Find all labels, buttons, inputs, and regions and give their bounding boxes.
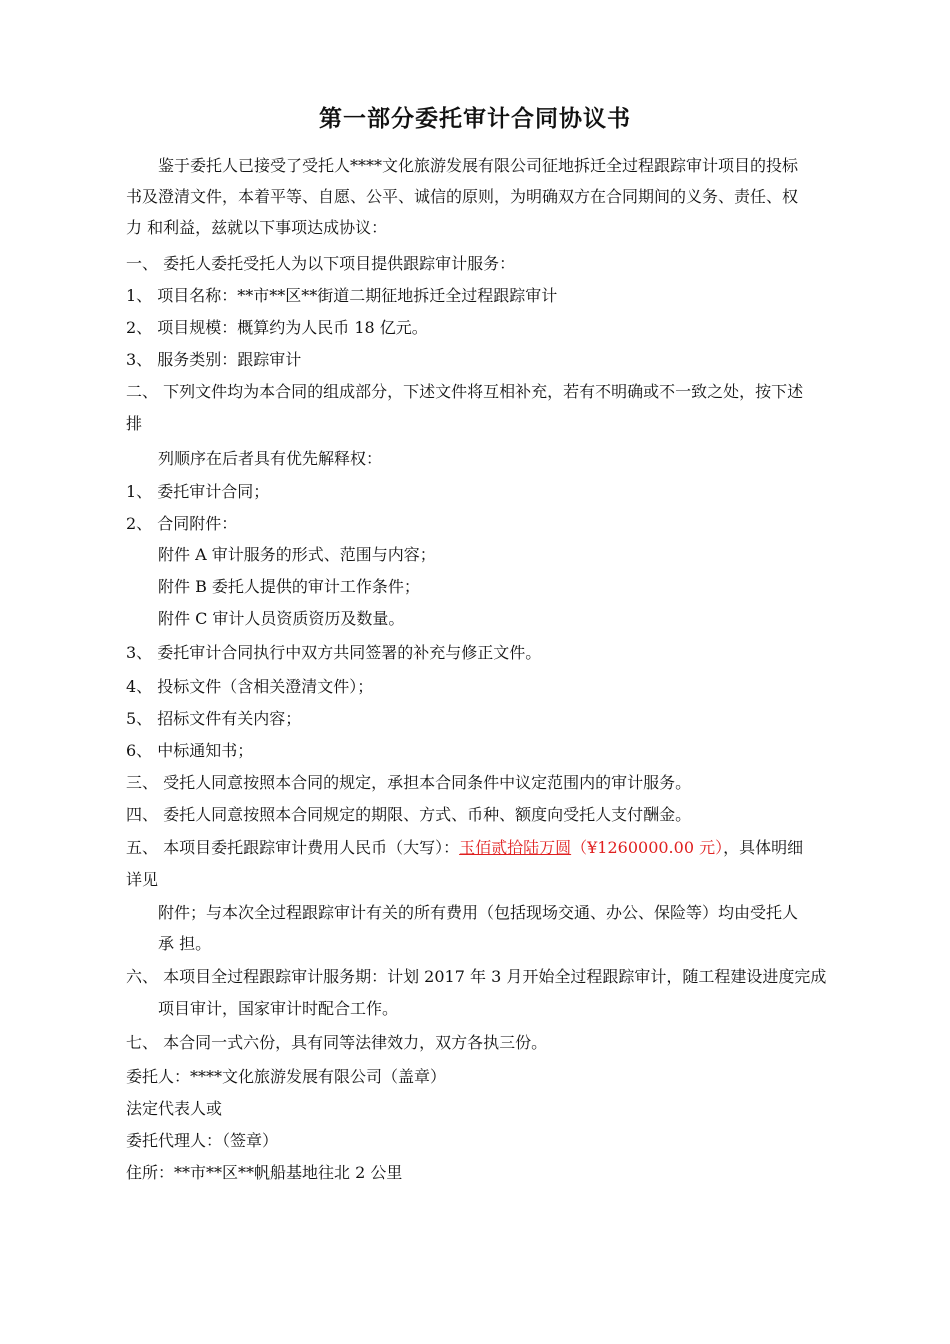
section-5-prefix: 五、 本项目委托跟踪审计费用人民币（大写）： [126, 838, 460, 857]
attachment-b: 附件 B 委托人提供的审计工作条件； [158, 577, 420, 596]
signature-agent: 委托代理人：（签章） [126, 1131, 279, 1150]
section-2-heading: 二、 下列文件均为本合同的组成部分，下述文件将互相补充，若有不明确或不一致之处，按下述 [126, 382, 804, 401]
fee-amount-figure: （¥1260000.00 元） [571, 838, 724, 857]
section-5-suffix: ，具体明细 [723, 838, 804, 857]
attachment-a: 附件 A 审计服务的形式、范围与内容； [158, 545, 436, 564]
section-2-item-6: 6、 中标通知书； [126, 741, 254, 760]
section-2-heading-cont: 排 [126, 414, 143, 433]
section-1-heading: 一、 委托人委托受托人为以下项目提供跟踪审计服务： [126, 254, 516, 273]
section-2-item-3: 3、 委托审计合同执行中双方共同签署的补充与修正文件。 [126, 643, 542, 662]
signature-legal-rep: 法定代表人或 [126, 1099, 223, 1118]
intro-line-2: 书及澄清文件，本着平等、自愿、公平、诚信的原则，为明确双方在合同期间的义务、责任、权 [126, 187, 799, 206]
document-title: 第一部分委托审计合同协议书 [319, 106, 631, 132]
intro-line-1: 鉴于委托人已接受了受托人****文化旅游发展有限公司征地拆迁全过程跟踪审计项目的投标 [158, 156, 799, 175]
signature-client: 委托人：****文化旅游发展有限公司（盖章） [126, 1067, 447, 1086]
attachment-c: 附件 C 审计人员资质资历及数量。 [158, 609, 405, 628]
section-6-line-1: 六、 本项目全过程跟踪审计服务期：计划 2017 年 3 月开始全过程跟踪审计，随工程建设进度完成 [126, 967, 827, 986]
section-1-item-1: 1、 项目名称：**市**区**街道二期征地拆迁全过程跟踪审计 [126, 286, 558, 305]
section-4: 四、 委托人同意按照本合同规定的期限、方式、币种、额度向受托人支付酬金。 [126, 805, 692, 824]
intro-line-3: 力 和利益，兹就以下事项达成协议： [126, 218, 388, 237]
section-1-item-2: 2、 项目规模：概算约为人民币 18 亿元。 [126, 318, 428, 337]
section-2-item-1: 1、 委托审计合同； [126, 482, 270, 501]
section-1-item-3: 3、 服务类别：跟踪审计 [126, 350, 302, 369]
section-3: 三、 受托人同意按照本合同的规定，承担本合同条件中议定范围内的审计服务。 [126, 773, 692, 792]
fee-amount-words: 玉佰贰拾陆万圆 [459, 838, 572, 857]
section-5-line [126, 838, 803, 858]
section-5-cont3: 承 担。 [158, 934, 212, 953]
section-6-line-2: 项目审计，国家审计时配合工作。 [158, 999, 399, 1018]
section-2-heading-cont2: 列顺序在后者具有优先解释权： [158, 449, 383, 468]
section-7: 七、 本合同一式六份，具有同等法律效力，双方各执三份。 [126, 1033, 548, 1052]
section-5-cont: 详见 [126, 870, 159, 889]
signature-address: 住所：**市**区**帆船基地往北 2 公里 [126, 1163, 403, 1182]
section-2-item-5: 5、 招标文件有关内容； [126, 709, 302, 728]
section-2-item-2: 2、 合同附件： [126, 514, 238, 533]
section-2-item-4: 4、 投标文件（含相关澄清文件）； [126, 677, 374, 696]
section-5-cont2: 附件；与本次全过程跟踪审计有关的所有费用（包括现场交通、办公、保险等）均由受托人 [158, 903, 799, 922]
